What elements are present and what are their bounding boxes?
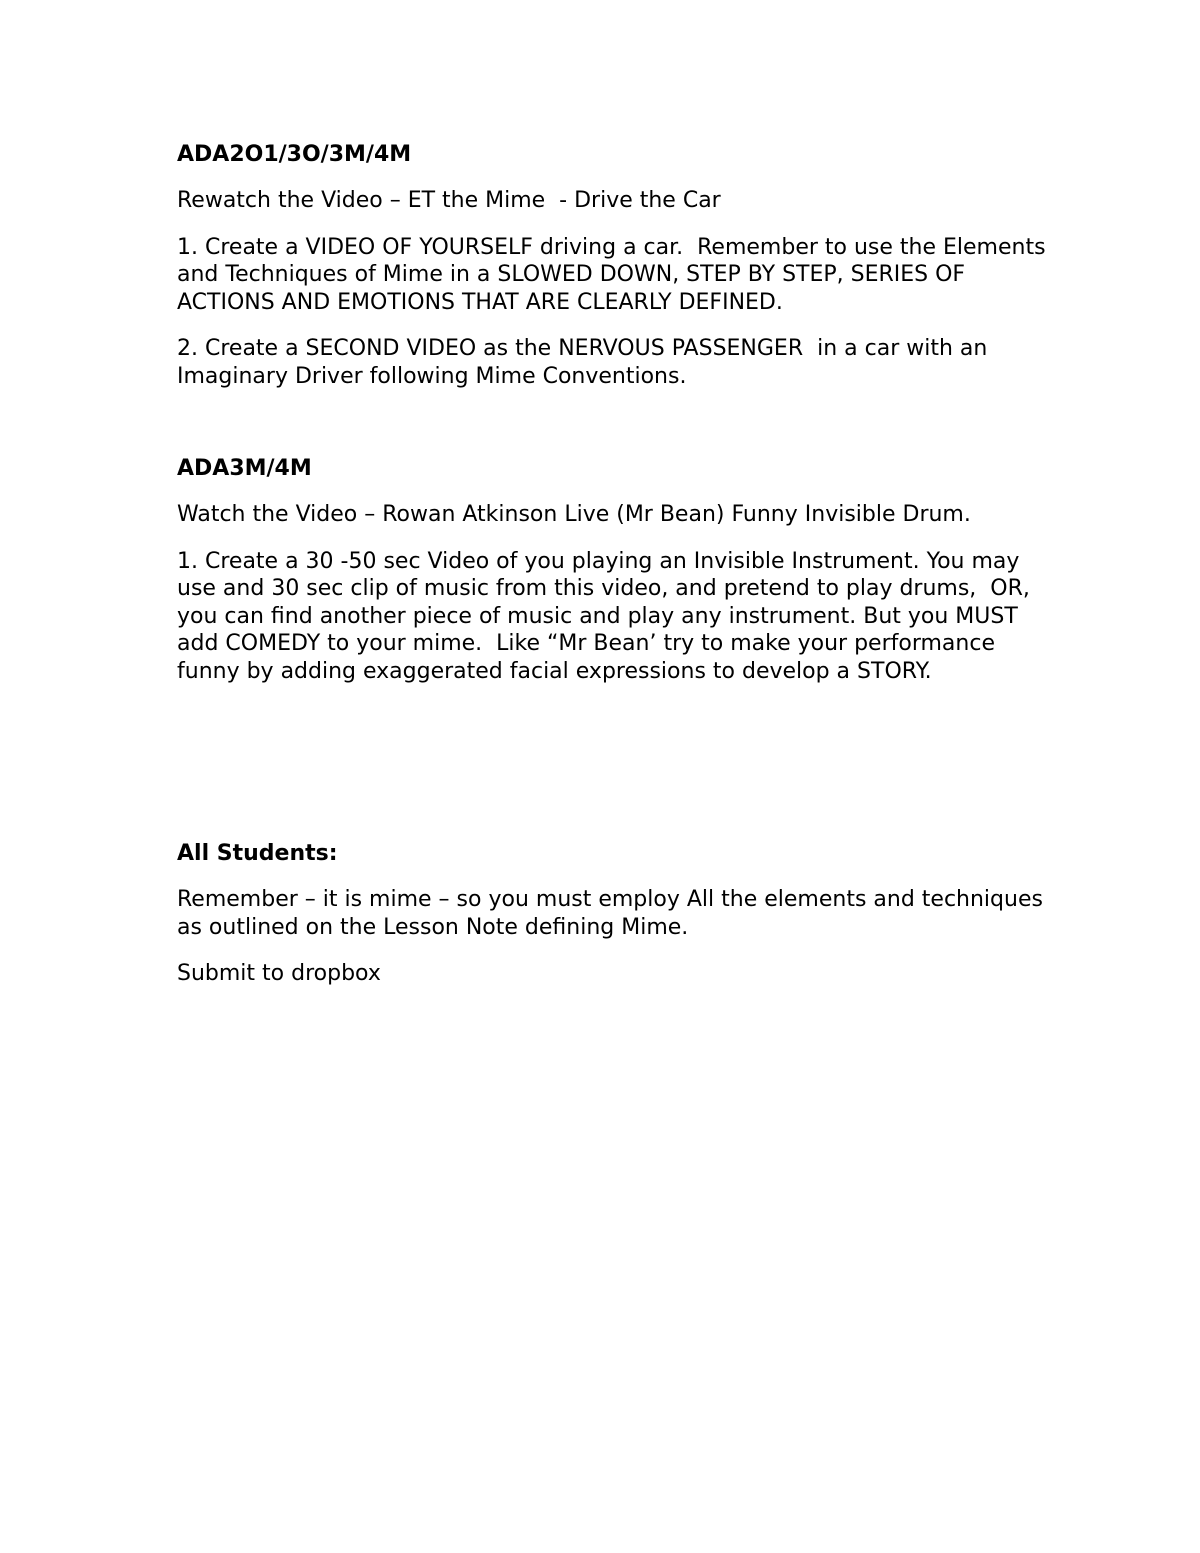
section1-item-1: 1. Create a VIDEO OF YOURSELF driving a car. Remember to use the Elements and Techniques of Mime in a SLOWED DOWN, STEP BY STEP, SERIES OF ACTIONS AND EMOTIONS THAT ARE CLEARLY DEFINED. [177, 234, 1053, 315]
submit-instruction: Submit to dropbox [177, 961, 381, 986]
section2-item-1: 1. Create a 30 -50 sec Video of you playing an Invisible Instrument. You may use and 30 sec clip of music from this video, and pretend to play drums, OR, you can find another piece of music and play any instrument. But you MUST add COMEDY to your mime. Like “Mr Bean’ try to make your performance funny by adding exaggerated facial expressions to develop a STORY. [177, 548, 1037, 684]
section1-intro: Rewatch the Video – ET the Mime - Drive the Car [177, 188, 721, 213]
spacer [177, 704, 1057, 840]
section3-heading: All Students: [177, 841, 338, 866]
section2-heading: ADA3M/4M [177, 456, 312, 481]
section2-intro: Watch the Video – Rowan Atkinson Live (Mr Bean) Funny Invisible Drum. [177, 502, 971, 527]
spacer [177, 409, 1057, 455]
section1-heading: ADA2O1/3O/3M/4M [177, 142, 412, 167]
section1-item-2: 2. Create a SECOND VIDEO as the NERVOUS PASSENGER in a car with an Imaginary Driver following Mime Conventions. [177, 336, 995, 389]
section3-body: Remember – it is mime – so you must employ All the elements and techniques as outlined on the Lesson Note defining Mime. [177, 887, 1050, 940]
document-page [177, 141, 1057, 1007]
